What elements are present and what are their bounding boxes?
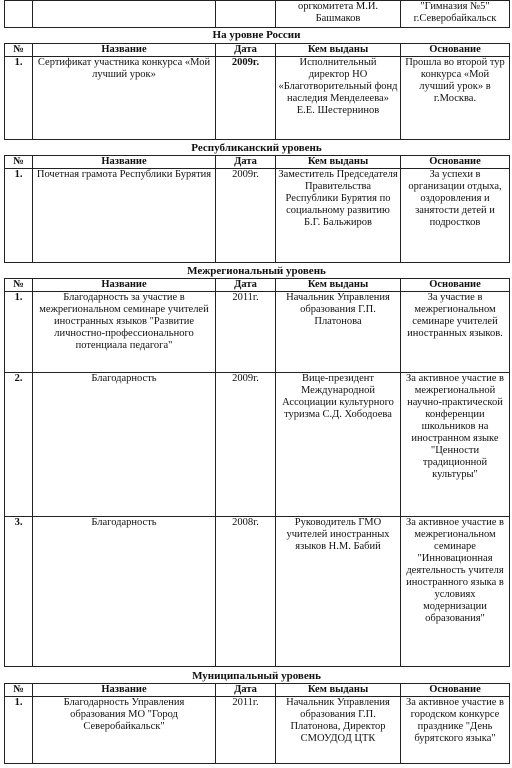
cell-name [33, 1, 216, 28]
header-name: Название [33, 279, 216, 292]
cell-date: 2011г. [216, 697, 276, 764]
table-header-row [5, 156, 510, 169]
section-title-republic: Республиканский уровень [191, 142, 322, 154]
table-row [5, 292, 510, 373]
continuation-table [4, 0, 510, 28]
header-basis: Основание [401, 156, 510, 169]
table-row [5, 517, 510, 667]
cell-num [5, 1, 33, 28]
cell-date: 2009г. [216, 57, 276, 140]
cell-issuer: Начальник Управления образования Г.П. Платонова, Директор СМОУДОД ЦТК [276, 697, 401, 764]
table-republic [4, 155, 510, 263]
cell-name: Почетная грамота Республики Бурятия [33, 169, 216, 263]
cell-issuer: оргкомитета М.И. Башмаков [276, 1, 401, 28]
table-russia [4, 43, 510, 140]
cell-date: 2011г. [216, 292, 276, 373]
header-issuer: Кем выданы [276, 684, 401, 697]
cell-num: 2. [5, 373, 33, 517]
table-municipal [4, 683, 510, 764]
header-issuer: Кем выданы [276, 44, 401, 57]
cell-name: Благодарность Управления образования МО "Город Северобайкальск" [33, 697, 216, 764]
header-num: № [5, 684, 33, 697]
cell-date: 2009г. [216, 169, 276, 263]
header-basis: Основание [401, 44, 510, 57]
cell-num: 1. [5, 292, 33, 373]
cell-issuer: Заместитель Председателя Правительства Республики Бурятия по социальному развитию Б.Г. Бальжиров [276, 169, 401, 263]
header-issuer: Кем выданы [276, 156, 401, 169]
cell-basis: "Гимназия №5" г.Северобайкальск [401, 1, 510, 28]
cell-basis: Прошла во второй тур конкурса «Мой лучший урок» в г.Москва. [401, 57, 510, 140]
header-name: Название [33, 684, 216, 697]
header-date: Дата [216, 684, 276, 697]
header-date: Дата [216, 279, 276, 292]
cell-basis: За участие в межрегиональном семинаре учителей иностранных языков. [401, 292, 510, 373]
table-row [5, 697, 510, 764]
cell-name: Благодарность [33, 373, 216, 517]
cell-num: 3. [5, 517, 33, 667]
cell-date [216, 1, 276, 28]
cell-basis: За активное участие в межрегиональной научно-практической конференции школьников на иностранном языке "Ценности традиционной культуры" [401, 373, 510, 517]
cell-basis: За активное участие в межрегиональном семинаре "Инновационная деятельность учителя иностранного языка в условиях модернизации образования" [401, 517, 510, 667]
cell-issuer: Начальник Управления образования Г.П. Платонова [276, 292, 401, 373]
section-title-russia: На уровне России [212, 29, 301, 41]
header-name: Название [33, 44, 216, 57]
header-basis: Основание [401, 684, 510, 697]
header-basis: Основание [401, 279, 510, 292]
header-num: № [5, 44, 33, 57]
table-header-row [5, 684, 510, 697]
cell-issuer: Исполнительный директор НО «Благотворительный фонд наследия Менделеева» Е.Е. Шестернинов [276, 57, 401, 140]
table-row [5, 57, 510, 140]
cell-num: 1. [5, 57, 33, 140]
header-num: № [5, 279, 33, 292]
cell-basis: За активное участие в городском конкурсе празднике "День бурятского языка" [401, 697, 510, 764]
section-title-municipal: Муниципальный уровень [192, 670, 321, 682]
header-date: Дата [216, 44, 276, 57]
cell-date: 2008г. [216, 517, 276, 667]
cell-name: Сертификат участника конкурса «Мой лучший урок» [33, 57, 216, 140]
table-interregional [4, 278, 510, 667]
header-issuer: Кем выданы [276, 279, 401, 292]
cell-name: Благодарность [33, 517, 216, 667]
cell-num: 1. [5, 169, 33, 263]
table-header-row [5, 44, 510, 57]
table-header-row [5, 279, 510, 292]
table-row [5, 373, 510, 517]
cell-num: 1. [5, 697, 33, 764]
cell-basis: За успехи в организации отдыха, оздоровления и занятости детей и подростков [401, 169, 510, 263]
cell-issuer: Руководитель ГМО учителей иностранных языков Н.М. Бабий [276, 517, 401, 667]
header-num: № [5, 156, 33, 169]
header-date: Дата [216, 156, 276, 169]
table-row [5, 169, 510, 263]
header-name: Название [33, 156, 216, 169]
section-title-interregional: Межрегиональный уровень [187, 265, 326, 277]
cell-date: 2009г. [216, 373, 276, 517]
cell-issuer: Вице-президент Международной Ассоциации культурного туризма С.Д. Хободоева [276, 373, 401, 517]
table-row [5, 1, 510, 28]
cell-name: Благодарность за участие в межрегиональном семинаре учителей иностранных языков "Развитие личностно-профессионального потенциала педагога" [33, 292, 216, 373]
